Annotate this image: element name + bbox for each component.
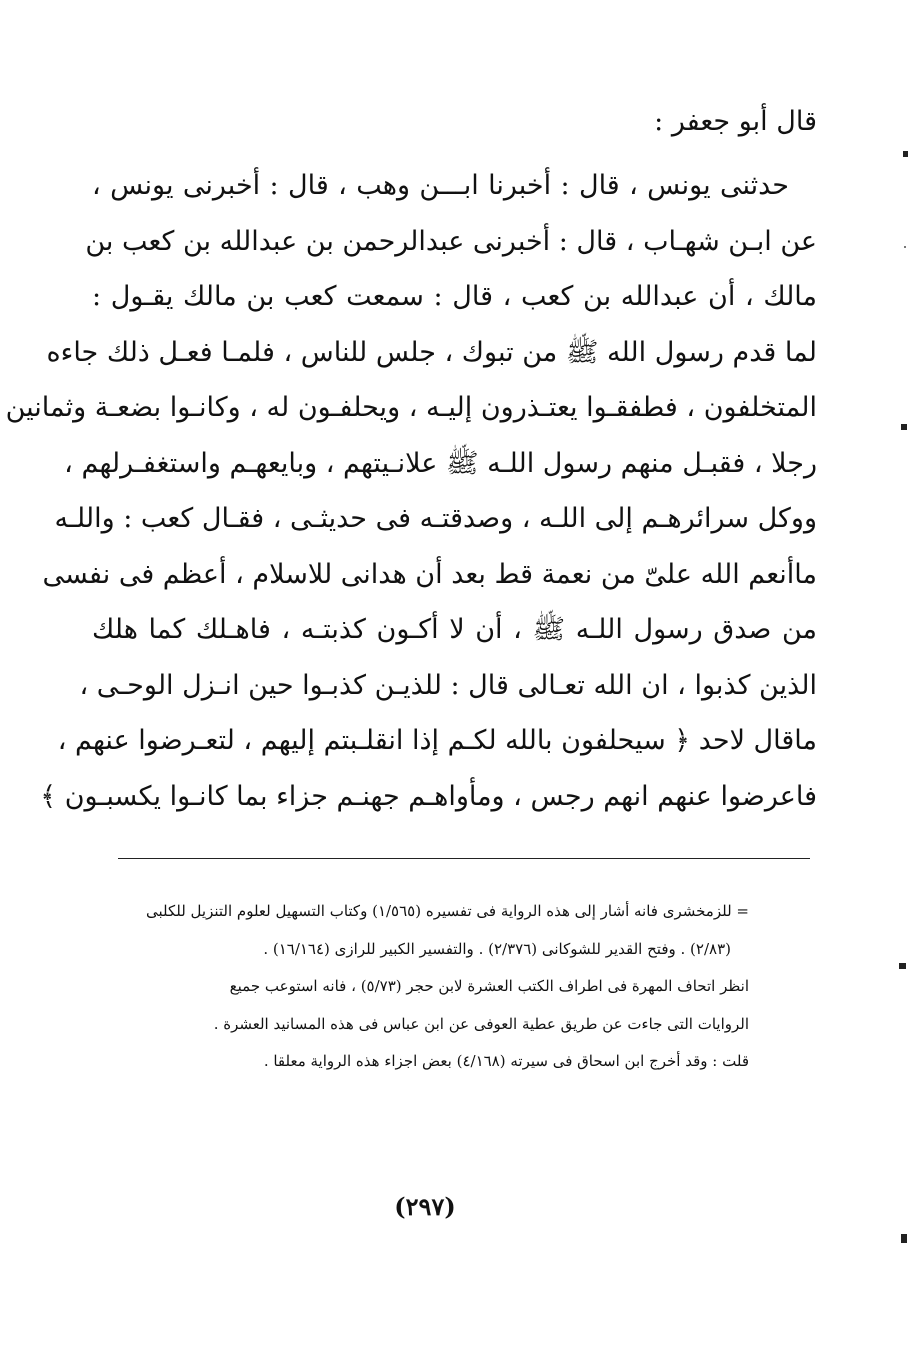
text-line: رجلا ، فقبـل منهم رسول اللـه ﷺ علانـيتهم ، وبايعهـم واستغفـرلهم ، — [64, 447, 817, 479]
page-number: (٢٩٧) — [394, 1192, 456, 1221]
footnote-line: (٢/٨٣) . وفتح القدير للشوكانى (٢/٣٧٦) . والتفسير الكبير للرازى (١٦/١٦٤) . — [263, 939, 731, 958]
text-line: ماقال لاحد ﴿ سيحلفون بالله لكـم إذا انقلـبتم إليهم ، لتعـرضوا عنهم ، — [57, 725, 817, 756]
scan-mark — [903, 151, 908, 157]
footnote-line: = للزمخشرى فانه أشار إلى هذه الرواية فى تفسيره (١/٥٦٥) وكتاب التسهيل لعلوم التنزيل للكلبى — [145, 902, 749, 920]
text-line: الذين كذبوا ، ان الله تعـالى قال : للذيـن كذبـوا حين انـزل الوحـى ، — [79, 669, 817, 701]
main-text-block — [5, 158, 817, 824]
text-line: ماأنعم الله علىّ من نعمة قط بعد أن هدانى للاسلام ، أعظم فى نفسى — [42, 558, 817, 590]
scan-mark — [901, 1234, 907, 1243]
footnotes-block — [137, 893, 749, 1081]
text-line: لما قدم رسول الله ﷺ من تبوك ، جلس للناس ، فلمـا فعـل ذلك جاءه — [46, 336, 817, 368]
section-heading: قال أبو جعفر : — [654, 106, 817, 137]
text-line: المتخلفون ، فطفقـوا يعتـذرون إليـه ، ويحلفـون له ، وكانـوا بضعـة وثمانين — [5, 392, 817, 423]
text-line: حدثنى يونس ، قال : أخبرنا ابـــن وهب ، قال : أخبرنى يونس ، — [92, 170, 789, 201]
footnote-divider — [118, 858, 810, 859]
scan-speck — [904, 246, 906, 248]
text-line: فاعرضوا عنهم انهم رجس ، ومأواهـم جهنـم جزاء بما كانـوا يكسبـون ﴾ — [40, 780, 817, 812]
text-line: عن ابـن شهـاب ، قال : أخبرنى عبدالرحمن بن عبدالله بن كعب بن — [85, 225, 817, 257]
scan-mark — [901, 424, 907, 430]
text-line: مالك ، أن عبدالله بن كعب ، قال : سمعت كعب بن مالك يقـول : — [92, 281, 817, 312]
footnote-line: انظر اتحاف المهرة فى اطراف الكتب العشرة لابن حجر (٥/٧٣) ، فانه استوعب جميع — [229, 977, 749, 996]
text-line: من صدق رسول اللـه ﷺ ، أن لا أكـون كذبتـه ، فاهـلك كما هلك — [92, 614, 817, 645]
scan-mark — [899, 963, 906, 969]
text-line: ووكل سرائرهـم إلى اللـه ، وصدقتـه فى حديثـى ، فقـال كعب : واللـه — [54, 503, 817, 534]
footnote-line: الروايات التى جاءت عن طريق عطية العوفى عن ابن عباس فى هذه المسانيد العشرة . — [213, 1014, 749, 1033]
footnote-line: قلت : وقد أخرج ابن اسحاق فى سيرته (٤/١٦٨) بعض اجزاء هذه الرواية معلقا . — [263, 1052, 749, 1071]
